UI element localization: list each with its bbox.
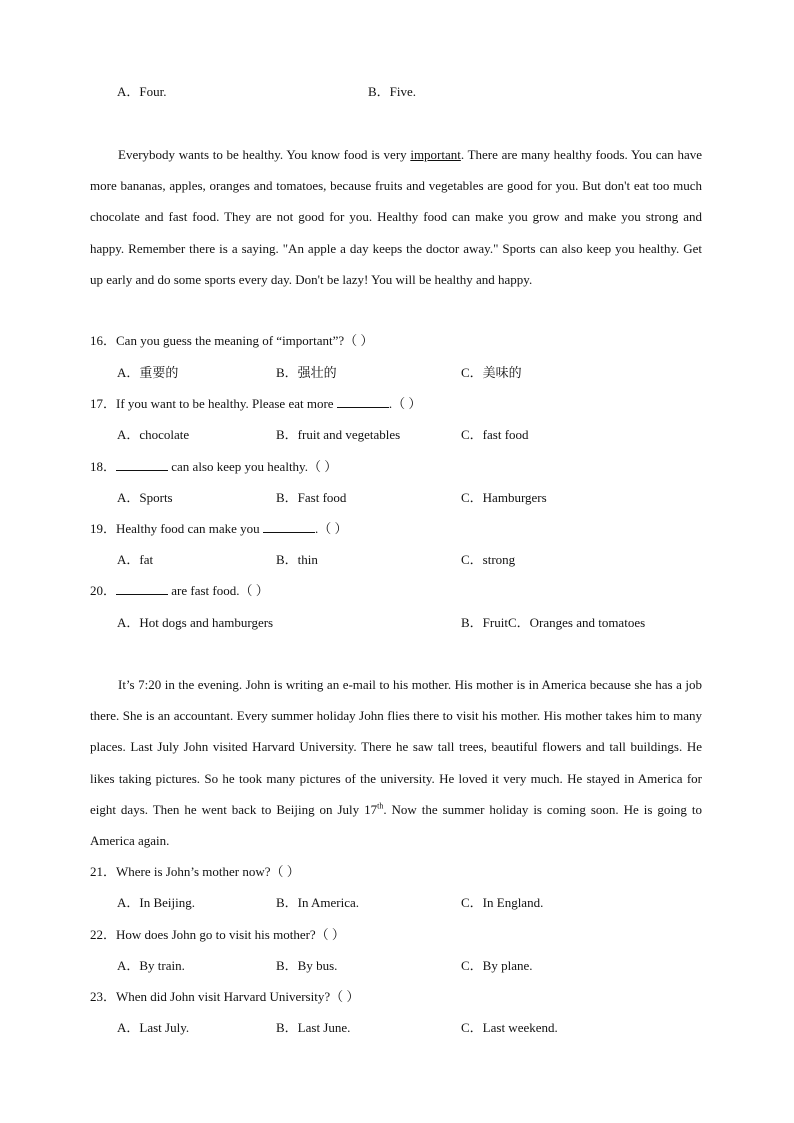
question-23: 23．When did John visit Harvard University?（ ） <box>90 989 360 1004</box>
q18-blank <box>116 458 168 471</box>
passage1-underlined-word: important <box>410 147 461 162</box>
top-option-b: B．Five. <box>368 84 417 99</box>
q18-option-a: A．Sports <box>117 490 173 505</box>
q18-option-c: C．Hamburgers <box>461 490 547 505</box>
question-19 <box>90 520 347 538</box>
q20-option-a: A．Hot dogs and hamburgers <box>117 615 274 630</box>
q22-option-b: B．By bus. <box>276 958 338 973</box>
q17-option-c: C．fast food <box>461 427 529 442</box>
q17-post: .（ ） <box>388 396 422 411</box>
q22-option-a: A．By train. <box>117 958 185 973</box>
q23-option-b: B．Last June. <box>276 1020 351 1035</box>
question-16: 16．Can you guess the meaning of “important”?（ ） <box>90 333 374 348</box>
question-17 <box>90 395 421 413</box>
passage2-post: . Now the summer holiday is coming soon. He is going to America again. <box>90 801 702 849</box>
q17-option-b: B．fruit and vegetables <box>276 427 401 442</box>
passage-healthy-food <box>90 139 702 295</box>
q21-option-b: B．In America. <box>276 895 360 910</box>
q19-post: .（ ） <box>314 521 348 536</box>
passage-john <box>90 669 702 856</box>
passage1-post: . There are many healthy foods. You can have more bananas, apples, oranges and tomatoes, because fruits and vegetables are good for you. But don't eat too much chocolate and fast food. They are not good for you. Healthy food can make you grow and make you strong and happy. Remember there is a saying. "An apple a day keeps the doctor away." Sports can also keep you healthy. Get up early and do some sports every day. Don't be lazy! You will be healthy and happy. <box>90 147 702 287</box>
q20-pre: 20． <box>90 583 117 598</box>
question-18 <box>90 458 337 476</box>
q23-option-a: A．Last July. <box>117 1020 190 1035</box>
q20-blank <box>116 582 168 595</box>
q20-option-bc: B．FruitC．Oranges and tomatoes <box>461 615 646 630</box>
q18-post: can also keep you healthy.（ ） <box>168 459 338 474</box>
question-21: 21．Where is John’s mother now?（ ） <box>90 864 300 879</box>
passage2-superscript: th <box>377 801 384 811</box>
q21-option-a: A．In Beijing. <box>117 895 195 910</box>
q19-option-b: B．thin <box>276 552 318 567</box>
q18-pre: 18． <box>90 459 117 474</box>
q17-blank <box>337 395 389 408</box>
q18-option-b: B．Fast food <box>276 490 347 505</box>
passage2-pre: It’s 7:20 in the evening. John is writing an e-mail to his mother. His mother is in America because she has a job there. She is an accountant. Every summer holiday John flies there to visit his mother. His mother takes him to many places. Last July John visited Harvard University. There he saw tall trees, beautiful flowers and tall buildings. He likes taking pictures. So he took many pictures of the university. He loved it very much. He stayed in America for eight days. Then he went back to Beijing on July 17 <box>90 677 702 817</box>
q22-option-c: C．By plane. <box>461 958 533 973</box>
question-20 <box>90 582 269 600</box>
q19-pre: 19．Healthy food can make you <box>90 521 263 536</box>
q19-option-a: A．fat <box>117 552 154 567</box>
passage1-pre: Everybody wants to be healthy. You know food is very <box>118 147 411 162</box>
q21-option-c: C．In England. <box>461 895 544 910</box>
question-22: 22．How does John go to visit his mother?（ ） <box>90 927 345 942</box>
q19-blank <box>263 520 315 533</box>
q17-pre: 17．If you want to be healthy. Please eat more <box>90 396 337 411</box>
q20-post: are fast food.（ ） <box>168 583 269 598</box>
q19-option-c: C．strong <box>461 552 516 567</box>
q16-option-c: C．美味的 <box>461 365 522 380</box>
q17-option-a: A．chocolate <box>117 427 190 442</box>
q16-option-b: B．强壮的 <box>276 365 337 380</box>
q23-option-c: C．Last weekend. <box>461 1020 558 1035</box>
q16-option-a: A．重要的 <box>117 365 179 380</box>
top-option-a: A．Four. <box>117 84 167 99</box>
